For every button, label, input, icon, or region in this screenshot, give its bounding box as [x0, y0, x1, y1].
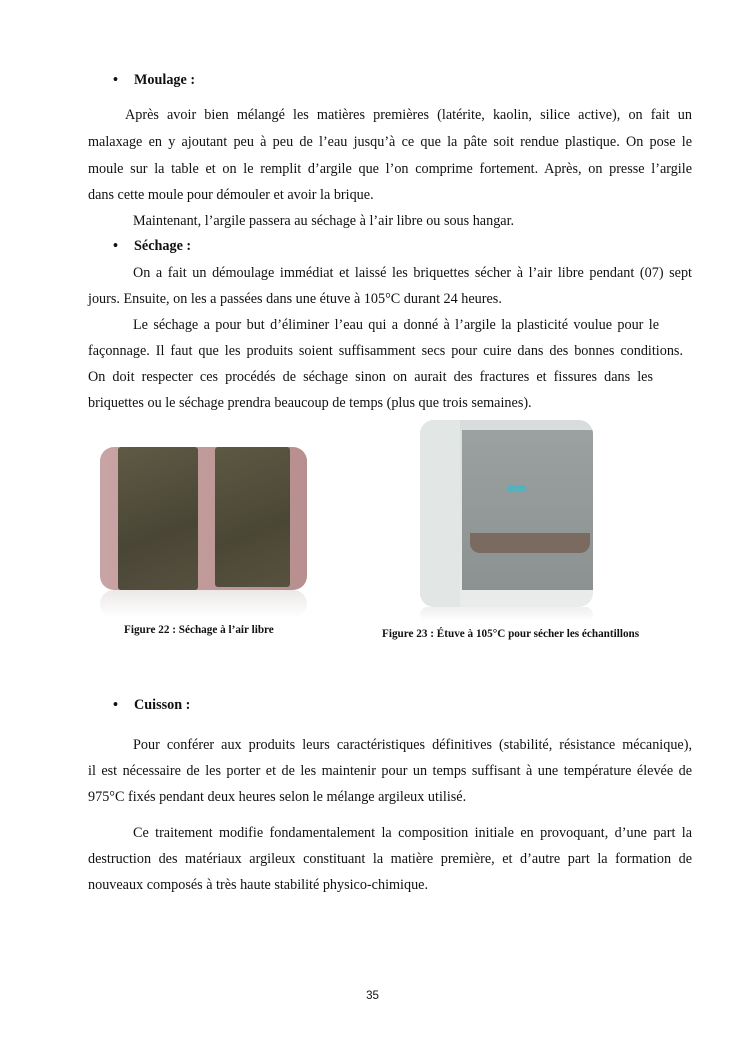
figure-23-reflection [420, 607, 593, 622]
section-heading-moulage: Moulage : [134, 72, 196, 88]
paragraph-line: 975°C fixés pendant deux heures selon le mélange argileux utilisé. [88, 789, 467, 805]
paragraph-line: jours. Ensuite, on les a passées dans une étuve à 105°C durant 24 heures. [88, 291, 502, 307]
brick-right [215, 447, 290, 587]
paragraph-line: destruction des matériaux argileux constituant la matière première, et d’autre part la formation de [88, 851, 692, 867]
figure-22-image [100, 447, 307, 590]
paragraph-line: Après avoir bien mélangé les matières premières (latérite, kaolin, silice active), on fait un [125, 107, 692, 123]
paragraph-line: Le séchage a pour but d’éliminer l’eau qui a donné à l’argile la plasticité voulue pour le [133, 317, 659, 333]
paragraph-line: Maintenant, l’argile passera au séchage à l’air libre ou sous hangar. [133, 213, 515, 229]
figure-23-image [420, 420, 593, 607]
bullet-dot: • [113, 238, 118, 254]
figure-22-reflection [100, 590, 307, 618]
bullet-dot: • [113, 697, 118, 713]
figure-22-caption: Figure 22 : Séchage à l’air libre [124, 624, 274, 636]
paragraph-line: On a fait un démoulage immédiat et laissé les briquettes sécher à l’air libre pendant (07) sept [133, 265, 692, 281]
paragraph-line: Pour conférer aux produits leurs caractéristiques définitives (stabilité, résistance mécanique), [133, 737, 692, 753]
bullet-dot: • [113, 72, 118, 88]
paragraph-line: moule sur la table et on le remplit d’argile que l’on comprime fortement. Après, on presse l’argile [88, 161, 692, 177]
paragraph-line: On doit respecter ces procédés de séchage sinon on aurait des fractures et fissures dans les [88, 369, 653, 385]
figure-23-caption: Figure 23 : Étuve à 105°C pour sécher les échantillons [382, 628, 640, 640]
paragraph-line: Ce traitement modifie fondamentalement la composition initiale en provoquant, d’une part la [133, 825, 692, 841]
paragraph-line: dans cette moule pour démouler et avoir la brique. [88, 187, 374, 203]
paragraph-line: nouveaux composés à très haute stabilité physico-chimique. [88, 877, 429, 893]
oven-body [462, 430, 593, 590]
paragraph-line: briquettes ou le séchage prendra beaucoup de temps (plus que trois semaines). [88, 395, 532, 411]
page-number: 35 [366, 990, 379, 1002]
wall [420, 420, 460, 607]
section-heading-cuisson: Cuisson : [134, 697, 191, 713]
paragraph-line: façonnage. Il faut que les produits soient suffisamment secs pour cuire dans des bonnes conditions. [88, 343, 683, 359]
oven-display [508, 485, 526, 491]
paragraph-line: il est nécessaire de les porter et de les maintenir pour un temps suffisant à une température élevée de [88, 763, 692, 779]
section-heading-sechage: Séchage : [134, 238, 192, 254]
oven-handle [470, 533, 590, 553]
paragraph-line: malaxage en y ajoutant peu à peu de l’eau jusqu’à ce que la pâte soit rendue plastique. On pose le [88, 134, 692, 150]
brick-left [118, 447, 198, 590]
